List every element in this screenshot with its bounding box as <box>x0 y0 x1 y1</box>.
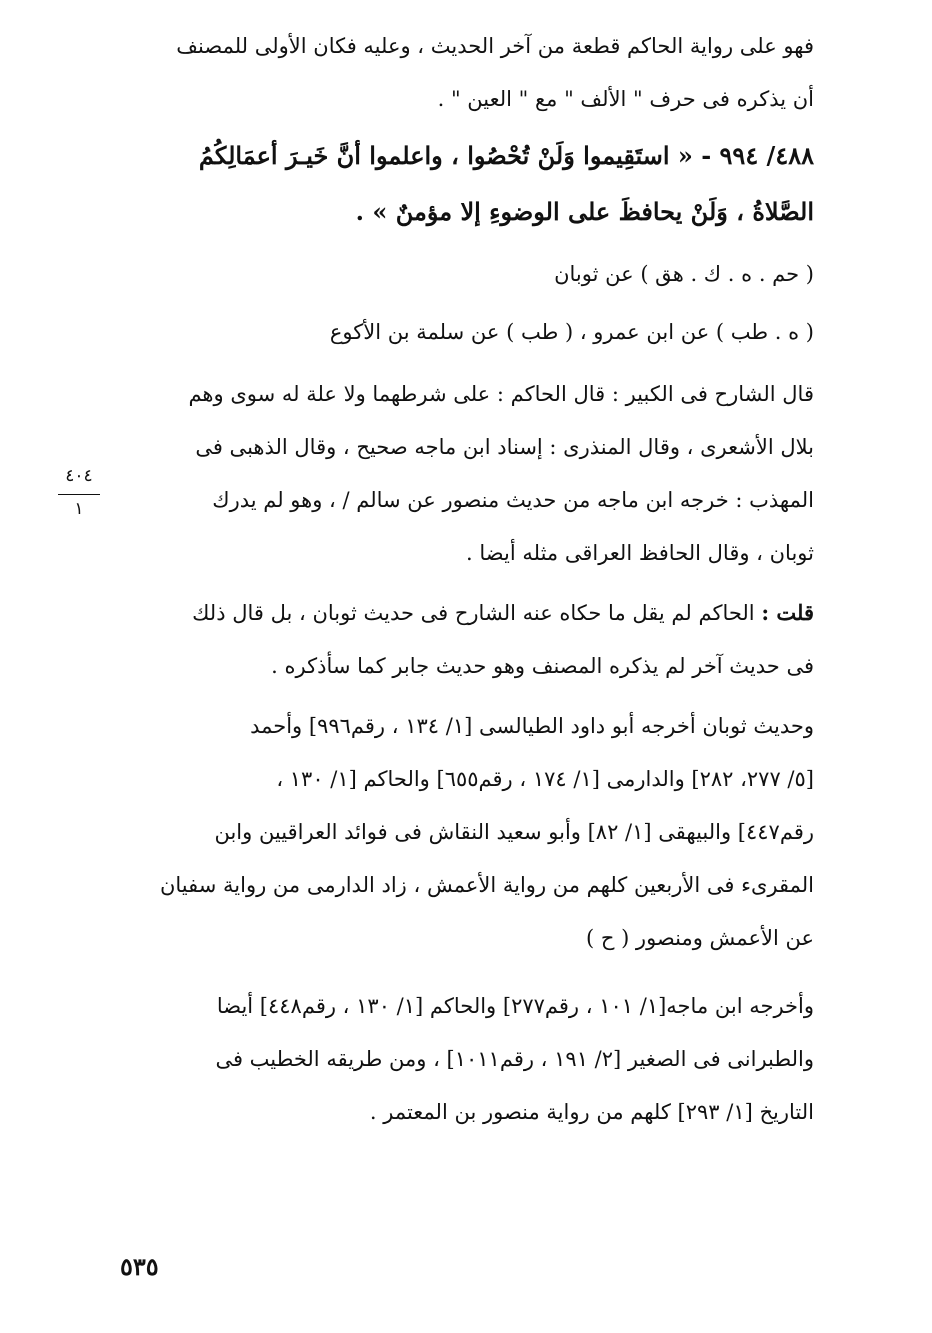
page-number: ٥٣٥ <box>120 1252 159 1281</box>
text-line: بلال الأشعرى ، وقال المنذرى : إسناد ابن ماجه صحيح ، وقال الذهبى فى <box>195 435 814 459</box>
text-line: ٤٨٨/ ٩٩٤ - « استَقِيموا وَلَنْ تُحْصُوا ، واعلموا أنَّ خَيـرَ أعمَالِكُمُ <box>198 141 814 170</box>
hadith-source <box>108 306 814 359</box>
paragraph-takhrij-1 <box>108 700 814 965</box>
text-line: عن الأعمش ومنصور ( ح ) <box>585 926 814 950</box>
text-line: المهذب : خرجه ابن ماجه من حديث منصور عن سالم / ، وهو لم يدرك <box>212 488 814 512</box>
margin-page-reference <box>58 466 100 519</box>
text-line: قال الشارح فى الكبير : قال الحاكم : على شرطهما ولا علة له سوى وهم <box>188 382 814 406</box>
paragraph-intro <box>108 20 814 126</box>
text-line: أن يذكره فى حرف " الألف " مع " العين " . <box>437 87 814 111</box>
text-line: [٥/ ٢٧٧، ٢٨٢] والدارمى [١/ ١٧٤ ، رقم٦٥٥] والحاكم [١/ ١٣٠ ، <box>276 767 814 791</box>
text-line: ثوبان ، وقال الحافظ العراقى مثله أيضا . <box>466 541 814 565</box>
source-line: ( ه . طب ) عن ابن عمرو ، ( طب ) عن سلمة بن الأكوع <box>329 320 814 344</box>
margin-ref-top: ٤٠٤ <box>65 466 93 486</box>
paragraph-commentary <box>108 368 814 580</box>
text-line: الصَّلاةُ ، وَلَنْ يحافظَ على الوضوءِ إلا مؤمنٌ » . <box>355 197 814 226</box>
text-line: التاريخ [١/ ٢٩٣] كلهم من رواية منصور بن المعتمر . <box>369 1100 814 1124</box>
hadith-text <box>108 128 814 240</box>
text-line: رقم٤٤٧] والبيهقى [١/ ٨٢] وأبو سعيد النقاش فى فوائد العراقيين وابن <box>214 820 814 844</box>
text-line <box>108 586 814 640</box>
source-line: ( حم . ه . ك . هق ) عن ثوبان <box>554 262 814 286</box>
text-line: والطبرانى فى الصغير [٢/ ١٩١ ، رقم١٠١١] ، ومن طريقه الخطيب فى <box>215 1047 814 1071</box>
lead-word: قلت : <box>761 600 814 625</box>
text-span: الحاكم لم يقل ما حكاه عنه الشارح فى حديث ثوبان ، بل قال ذلك <box>192 601 762 625</box>
margin-ref-bottom: ١ <box>74 499 84 519</box>
hadith-source <box>108 248 814 301</box>
text-line: وأخرجه ابن ماجه[١/ ١٠١ ، رقم٢٧٧] والحاكم [١/ ١٣٠ ، رقم٤٤٨] أيضا <box>216 994 814 1018</box>
paragraph-response <box>108 586 814 693</box>
text-line: فهو على رواية الحاكم قطعة من آخر الحديث ، وعليه فكان الأولى للمصنف <box>176 34 814 58</box>
paragraph-takhrij-2 <box>108 980 814 1139</box>
text-line: وحديث ثوبان أخرجه أبو داود الطيالسى [١/ ١٣٤ ، رقم٩٩٦] وأحمد <box>250 714 814 738</box>
margin-ref-divider <box>58 494 100 495</box>
text-line: فى حديث آخر لم يذكره المصنف وهو حديث جابر كما سأذكره . <box>271 654 814 678</box>
text-line: المقرىء فى الأربعين كلهم من رواية الأعمش ، زاد الدارمى من رواية سفيان <box>159 873 814 897</box>
